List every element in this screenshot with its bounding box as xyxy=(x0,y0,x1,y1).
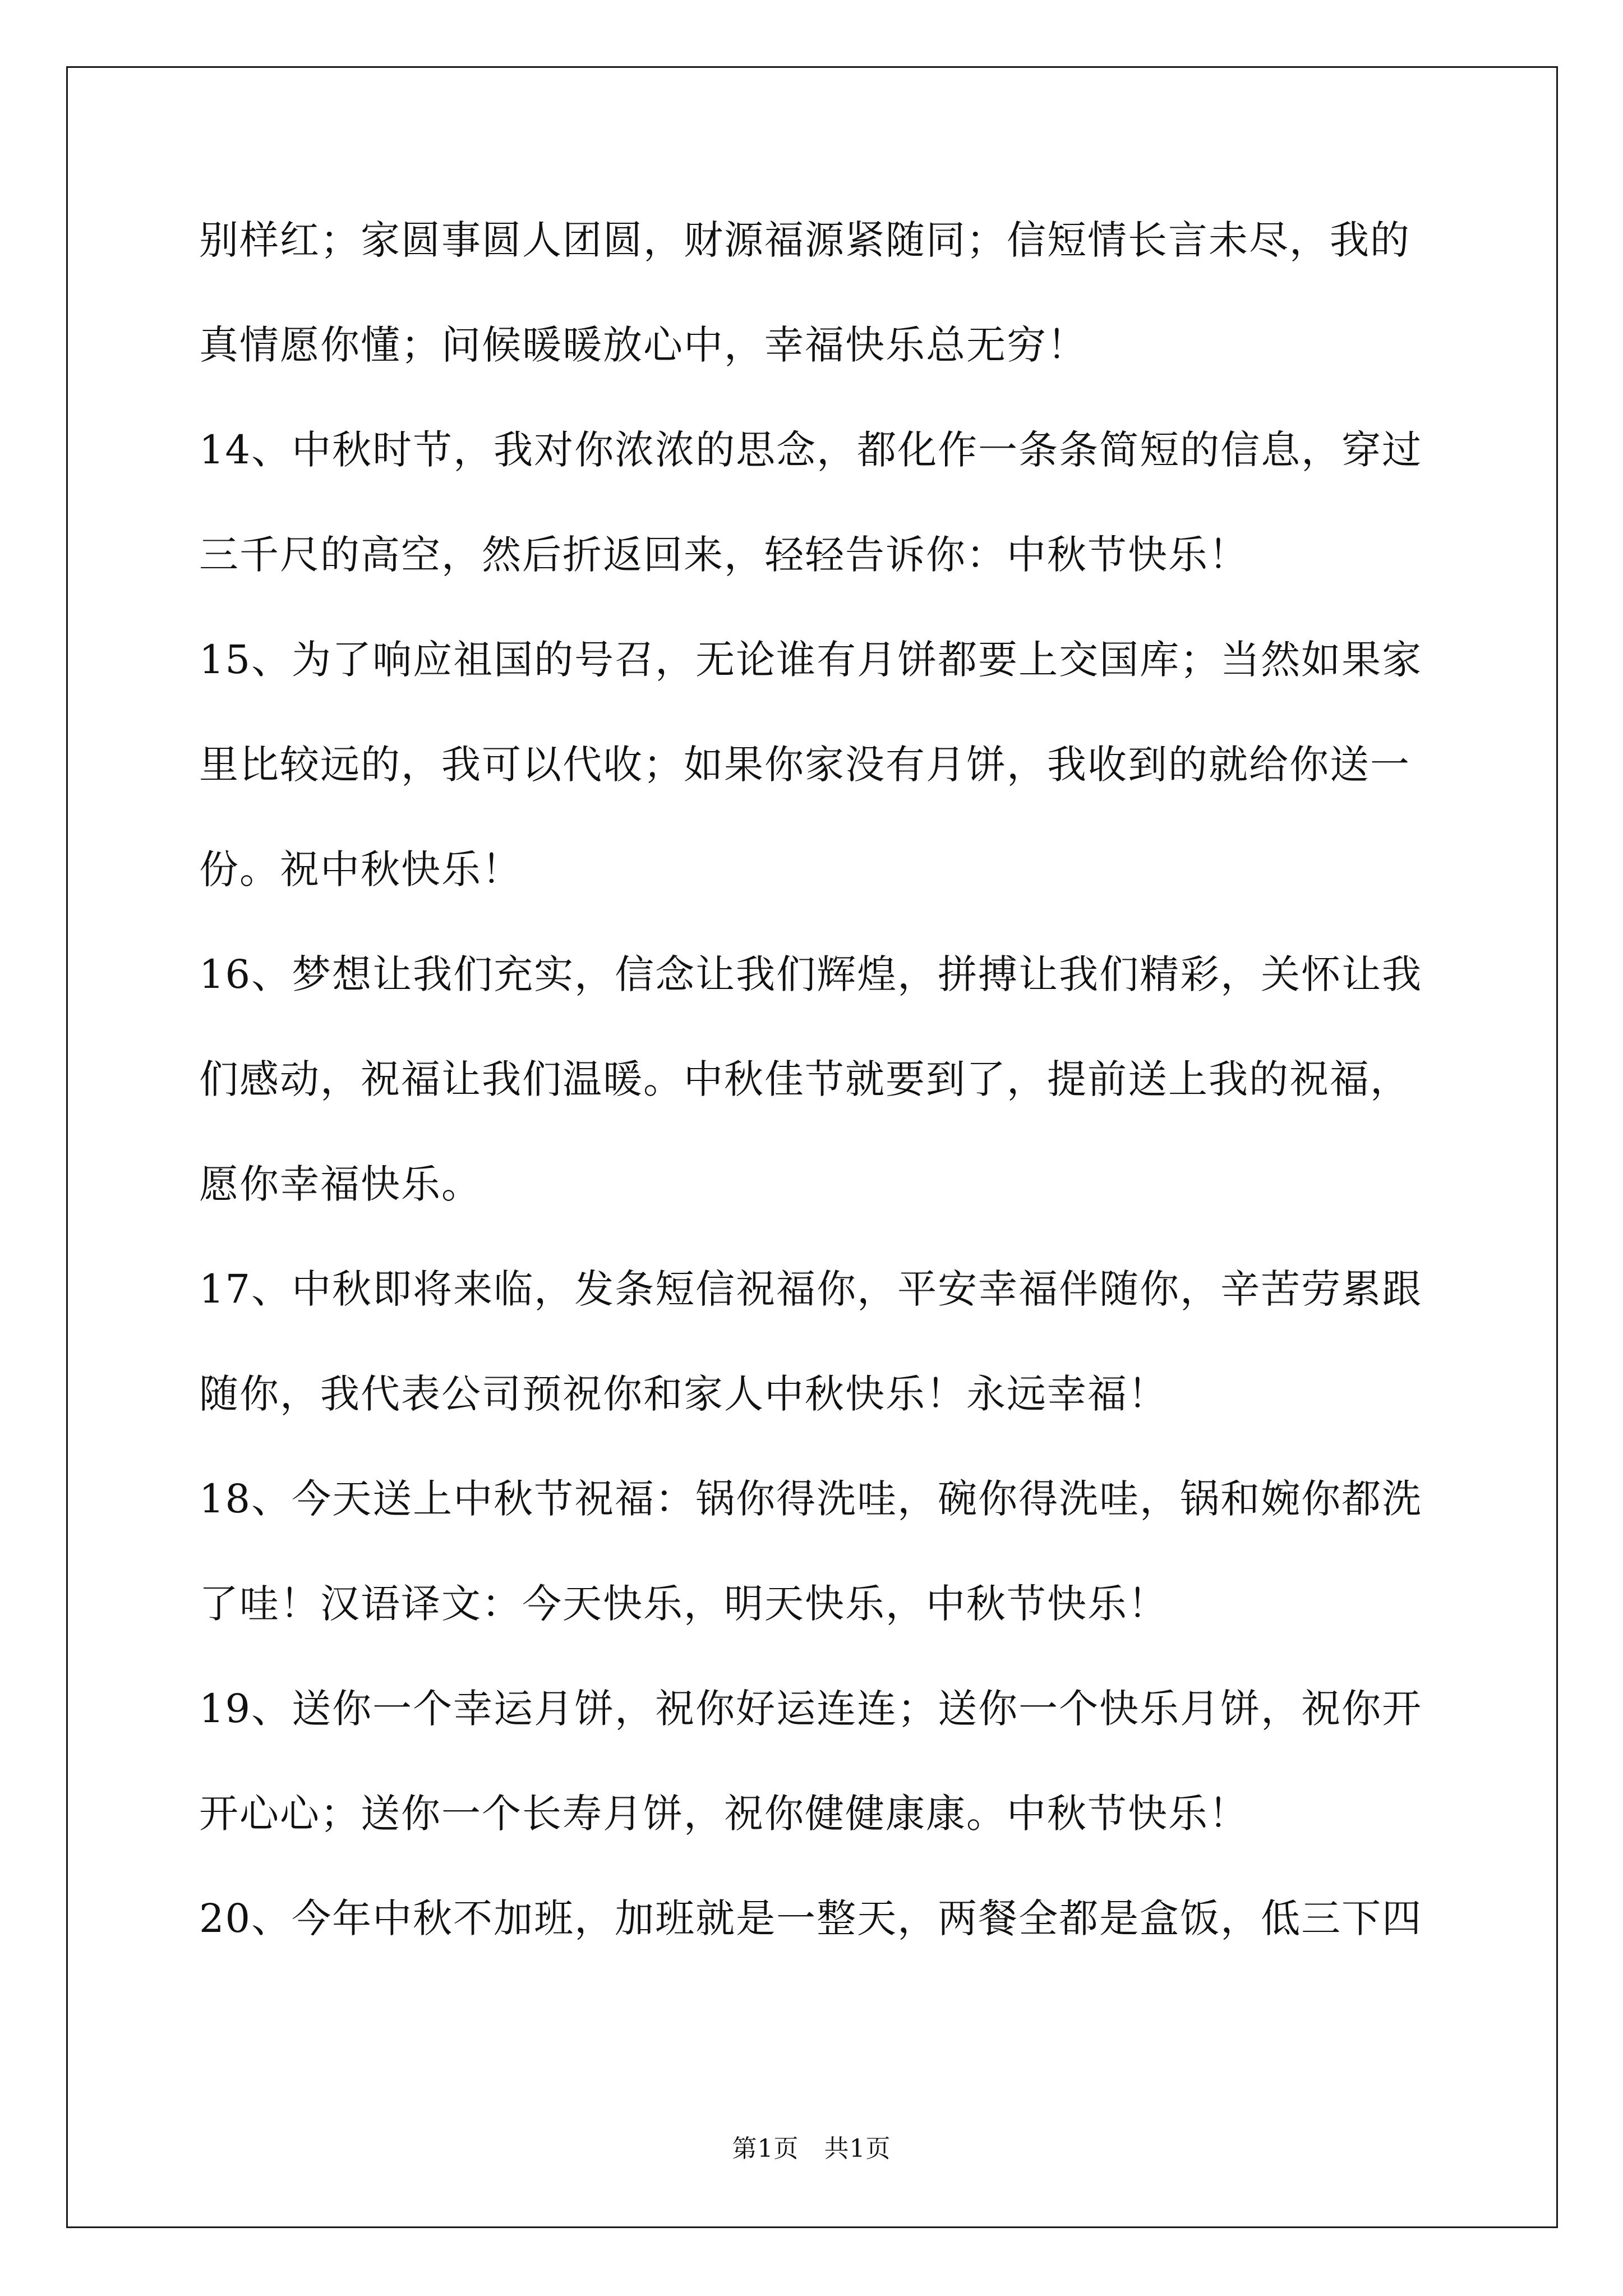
text-line: 20、今年中秋不加班，加班就是一整天，两餐全都是盒饭，低三下四 xyxy=(199,1895,1423,1941)
text-line: 别样红；家圆事圆人团圆，财源福源紧随同；信短情长言未尽，我的 xyxy=(199,217,1410,263)
text-line: 愿你幸福快乐。 xyxy=(199,1161,482,1207)
page-footer: 第1页 共1页 xyxy=(732,2134,891,2163)
text-line: 14、中秋时节，我对你浓浓的思念，都化作一条条简短的信息，穿过 xyxy=(199,427,1423,473)
text-line: 15、为了响应祖国的号召，无论谁有月饼都要上交国库；当然如果家 xyxy=(199,637,1423,683)
document-body xyxy=(199,213,1427,1996)
text-line: 真情愿你懂；问候暖暖放心中，幸福快乐总无穷！ xyxy=(199,322,1087,368)
text-line: 19、送你一个幸运月饼，祝你好运连连；送你一个快乐月饼，祝你开 xyxy=(199,1686,1423,1732)
text-line: 随你，我代表公司预祝你和家人中秋快乐！永远幸福！ xyxy=(199,1371,1168,1417)
text-line: 三千尺的高空，然后折返回来，轻轻告诉你：中秋节快乐！ xyxy=(199,532,1249,578)
text-line: 17、中秋即将来临，发条短信祝福你，平安幸福伴随你，辛苦劳累跟 xyxy=(199,1266,1423,1312)
text-line: 了哇！汉语译文：今天快乐，明天快乐，中秋节快乐！ xyxy=(199,1581,1168,1627)
text-line: 16、梦想让我们充实，信念让我们辉煌，拼搏让我们精彩，关怀让我 xyxy=(199,951,1423,997)
text-line: 们感动，祝福让我们温暖。中秋佳节就要到了，提前送上我的祝福， xyxy=(199,1056,1410,1102)
text-line: 里比较远的，我可以代收；如果你家没有月饼，我收到的就给你送一 xyxy=(199,742,1410,788)
text-line: 份。祝中秋快乐！ xyxy=(199,846,522,892)
text-line: 18、今天送上中秋节祝福：锅你得洗哇，碗你得洗哇，锅和婉你都洗 xyxy=(199,1476,1423,1522)
text-line: 开心心；送你一个长寿月饼，祝你健健康康。中秋节快乐！ xyxy=(199,1791,1249,1837)
